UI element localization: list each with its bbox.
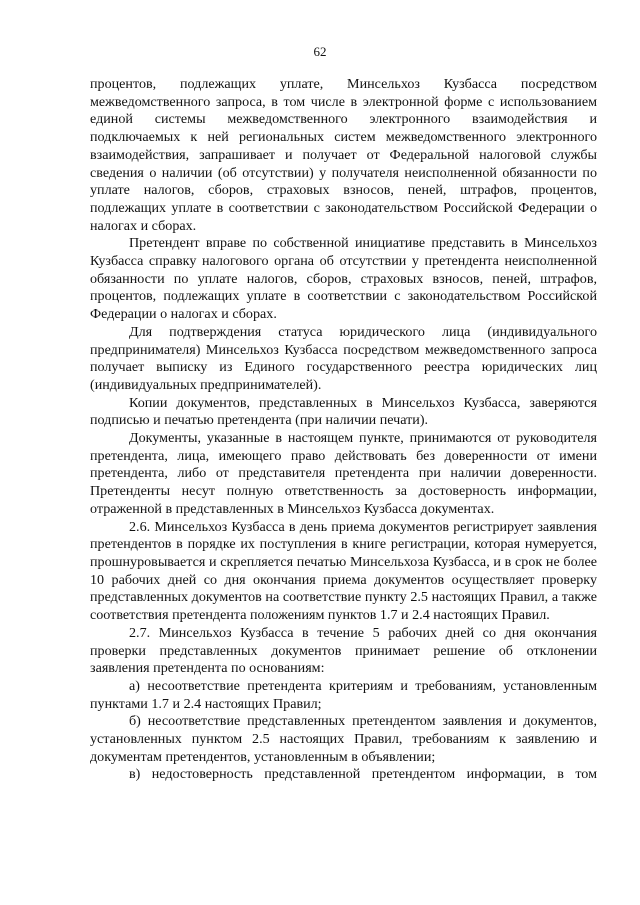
paragraph-section-2-6: 2.6. Минсельхоз Кузбасса в день приема документов регистрирует заявления претендентов в порядке их поступления в книге регистрации, которая нумеруется, прошнуровывается и скрепляется печатью Минсельхоза Кузбасса, и в срок не более 10 рабочих дней со дня окончания приема документов осуществляет проверку представленных документов на соответствие пункту 2.5 настоящих Правил, а также соответствия претендента положениям пунктов 1.7 и 2.4 настоящих Правил. [90,518,597,624]
page-number: 62 [313,44,327,59]
list-item-v: в) недостоверность представленной претендентом информации, в том [129,766,597,783]
document-body [90,76,597,784]
paragraph: Копии документов, представленных в Минсельхоз Кузбасса, заверяются подписью и печатью претендента (при наличии печати). [90,394,597,429]
paragraph: Претендент вправе по собственной инициативе представить в Минсельхоз Кузбасса справку налогового органа об отсутствии у претендента неисполненной обязанности по уплате налогов, сборов, страховых взносов, пеней, штрафов, процентов, подлежащих уплате в соответствии с законодательством Российской Федерации о налогах и сборах. [90,235,597,323]
paragraph-section-2-7: 2.7. Минсельхоз Кузбасса в течение 5 рабочих дней со дня окончания проверки представленных документов принимает решение об отклонении заявления претендента по основаниям: [90,624,597,677]
list-item-a: а) несоответствие претендента критериям и требованиям, установленным пунктами 1.7 и 2.4 настоящих Правил; [90,677,597,712]
paragraph: Для подтверждения статуса юридического лица (индивидуального предпринимателя) Минсельхоз Кузбасса посредством межведомственного запроса получает выписку из Единого государственного реестра юридических лиц (индивидуальных предпринимателей). [90,323,597,393]
paragraph: Документы, указанные в настоящем пункте, принимаются от руководителя претендента, лица, имеющего право действовать без доверенности от имени претендента, либо от представителя претендента при наличии доверенности. Претенденты несут полную ответственность за достоверность информации, отраженной в представленных в Минсельхоз Кузбасса документах. [90,430,597,517]
paragraph-continuation: процентов, подлежащих уплате, Минсельхоз Кузбасса посредством межведомственного запроса, в том числе в электронной форме с использованием единой системы межведомственного электронного взаимодействия и подключаемых к ней региональных систем межведомственного электронного взаимодействия, запрашивает и получает от Федеральной налоговой службы сведения о наличии (об отсутствии) у получателя неисполненной обязанности по уплате налогов, сборов, страховых взносов, пеней, штрафов, процентов, подлежащих уплате в соответствии с законодательством Российской Федерации о налогах и сборах. [90,76,597,234]
list-item-b: б) несоответствие представленных претендентом заявления и документов, установленных пунктом 2.5 настоящих Правил, требованиям к заявлению и документам претендентов, установленным в объявлении; [90,713,597,765]
